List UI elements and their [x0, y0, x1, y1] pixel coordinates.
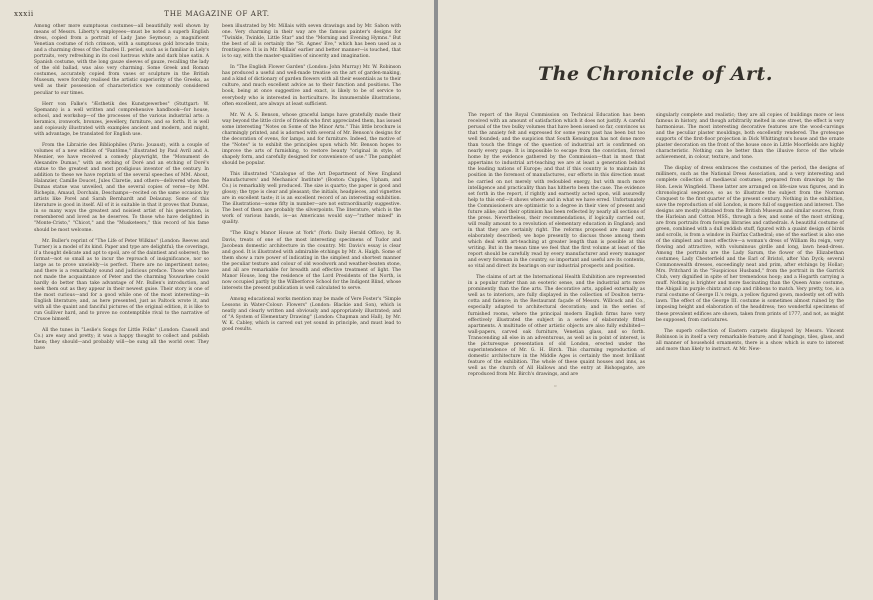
paragraph: All the tunes in "Leslie's Songs for Little Folks" (London: Cassell and Co.) are easy and pretty; it was a happy thought to collect and publish them; they should—and probably will—be sung all the world over. They have: [34, 328, 209, 352]
running-title: THE MAGAZINE OF ART.: [164, 9, 270, 18]
paragraph: singularly complete and realistic; they are all copies of buildings more or less famous in history, and though arbitrarily melted in one street, the effect is very harmonious. The most interesting decorative features are the wood-carvings and the peculiar plaster mouldings, both excellently rendered. The grotesque supports of the first-floor projection in Dick Whittington's house and the ornate plaster decoration on the front of the house once in Little Moorfields are highly characteristic. Nothing can be better than the illusive force of the whole achievement, in colour, texture, and tone.: [656, 113, 844, 161]
paragraph: Mr. Buller's reprint of "The Life of Peter Wilkins" (London: Reeves and Turner) is a model of its kind. Paper and type are delightful; the coverings, if a thought delicate and apt to spoil, are of the daintiest and soberest; the format—not so small as to incur the reproach of insignificance, nor so large as to prove unwieldy—is perfect. There are no impertinent notes; and there is a remarkably sound and judicious preface. Those who have not made the acquaintance of Peter and the charming Youwarkee could hardly do better than take advantage of Mr. Bullen's introduction, and seek them out as they appear in their newest guise. Their story is one of the most curious—and for a good while one of the most interesting—in English literature; and, as here presented, just as Paltock wrote it, and with all the quaint and fanciful pictures of the original edition, it is like to run Gulliver hard, and to prove no contemptible rival to the narrative of Crusoe himself.: [34, 238, 209, 323]
right-page: [438, 0, 873, 600]
paragraph: In "The English Flower Garden" (London: John Murray) Mr. W. Robinson has produced a useful and well-made treatise on the art of garden-making, and a kind of dictionary of garden flowers with all their essentials as to their culture, and much excellent advice as to their function and positions. The book, being at once suggestive and exact, is likely to be of service to everybody who is interested in horticulture. Its innumerable illustrations, often excellent, are always at least sufficient.: [222, 65, 401, 107]
left-page: [0, 0, 434, 600]
paragraph: This illustrated "Catalogue of the Art Department of New England Manufacturers' and Mechanics' Institute" (Boston: Cupples, Upham, and Co.) is remarkably well produced. The size is quarto; the paper is good and glossy; the type is clear and pleasant; the initials, headpieces, and vignettes are in excellent taste; it is an excellent record of an interesting exhibition. The illustrations—some fifty in number—are not extraordinarily suggestive. The best of them are probably the silverpoints. The literature, which is the work of various hands, is—as Americans would say—"rather mixed" in quality.: [222, 172, 401, 226]
paragraph: The superb collection of Eastern carpets displayed by Messrs. Vincent Robinson is in itself a very remarkable feature; and if hangings, tiles, glass, and all manner of household ornaments, there is a show which is sure to interest and more than likely to instruct. At Mr. New-: [656, 328, 844, 352]
paragraph: The claims of art at the International Health Exhibition are represented in a popular rather than an esoteric sense, and the industrial arts more prominently than the fine arts. The decorative arts, applied externally as well as to interiors, are fully displayed in the collection of Doulton terra-cotta and faience; in the Restaurant façade of Messrs. Willcock and Co., especially adapted to architectural decoration; and in the series of furnished rooms, where the principal modern English firms have very effectively illustrated the subject in a series of elaborately fitted apartments. A multitude of other artistic objects are also fully exhibited—wall-papers, carved oak furniture, Venetian glass, and so forth. Transcending all else in an adventurous, as well as in point of interest, is the picturesque presentation of old London, erected under the superintendence of Mr. G. H. Birch. This charming reproduction of domestic architecture in the Middle Ages is certainly the most brilliant feature of the exhibition. The whole of these quaint houses and inns, as well as the church of All Hallows and the entry at Bishopsgate, are reproduced from Mr. Birch's drawings, and are: [468, 275, 645, 377]
left-column-b: [222, 24, 401, 338]
paragraph: From the Librairie des Bibliophiles (Paris: Jouaust), with a couple of volumes of a new edition of "Fantôme," illustrated by Paul Avril and A. Mesnier, we have received a comedy playwright, the "Monument de Alexandre Dumas," with an etching of Doré and an etching of Doré's statue to the greatest and most prodigious inventor of the century. In addition to these we have reprints of the several speeches of MM. About, Halanzier, Camille Doucet, Jules Claretie, and others—delivered when the Dumas statue was unveiled, and the several copies of verse—by MM. Richepin, Amaud, Dorchain, Deschamps—recited on the same occasion by artists like Porel and Sarah Bernhardt and Delaunay. Some of this literature is good in itself. All of it is suitable in that it proves that Dumas, in so many ways the greatest and noisiest artist of his generation, is remembered and loved as he deserves. To those who have delighted in "Monte-Cristo," "Chicot," and the "Musketeers," this record of his fame should be most welcome.: [34, 142, 209, 233]
running-head: [14, 9, 420, 18]
right-column-a: [468, 113, 645, 393]
right-column-b: [656, 113, 844, 358]
paragraph: Herr von Falke's "Æsthetik des Kunstgewerbes" (Stuttgart: W. Spemann) is a well written and comprehensive handbook—for house, school, and workshop—of the processes of the various industrial arts: a keramics, ironwork, bronzes, jewellery, furniture, and so forth. It is well and copiously illustrated with examples ancient and modern, and might, with advantage, be translated for English use.: [34, 101, 209, 137]
paragraph: Among educational works mention may be made of Vere Foster's "Simple Lessons in Water-Colour: Flowers" (London: Blackie and Son), which is neatly and clearly written and obviously and appropriately illustrated; and of "A System of Elementary Drawing" (London: Chapman and Hall), by Mr. W. K. Cabley, which is carved out yet sound in principle, and must lead to good results.: [222, 296, 401, 333]
paragraph: Among other more sumptuous costumes—all beautifully well shown by means of Messrs. Liberty's employees—must be noted a superb English dress, copied from a portrait of Lady Jane Seymour; a magnificent Venetian costume of rich crimson, with a sumptuous gold brocade train; and a charming dress of the Charles II. period, such as is familiar in Lely's portraits, very refreshing in its cool lustrous white and dark blue satin. A Spanish costume, with the long gauze sleeves of gauze, recalling the lady of the old ballad, was also very charming. Some Greek and Roman costumes, accurately copied from vases or sculpture in the British Museum, were forcibly realised the artistic superiority of the Greeks, as well as their possession of characteristics we commonly considered peculiar to our times.: [34, 24, 209, 96]
page-number: xxxii: [14, 9, 34, 18]
paragraph: been illustrated by Mr. Millais with seven drawings and by Mr. Sabon with one. Very charming in their way are the famous painter's designs for "Twinkle, Twinkle, Little Star" and the "Morning and Evening Hymns." But the best of all is certainly the "St. Agnes' Eve," which has been used as a frontispiece. It is in Mr. Millais' earlier and better manner—is touched, that is to say, with the master-qualities of sincerity and imagination.: [222, 24, 401, 60]
paragraph: The report of the Royal Commission on Technical Education has been received with an amount of satisfaction which it does not justify. A careful perusal of the two bulky volumes that have been issued so far, convinces us that the anxiety felt and expressed for some years past has been but too well founded; and the suspicion that South Kensington has not done more than touch the fringe of the question of industrial art is confirmed on nearly every page. It is impossible to escape from the conviction, forced home by the evidence gathered by the Commission—that in most that appertains to industrial art-teaching we are at least a generation behind the leading nations of Europe; and that if this country is to maintain its position in the foremost of manufactures, our efforts in this direction must be carried on not merely with redoubled energy, but with much more intelligence and practicality than has hitherto been the case. The evidence set forth in the report, if rightly and earnestly acted upon, will assuredly help to this end—it shows where and in what we have erred. Unfortunately the Commissioners are optimistic to a degree in their view of present and future alike; and their optimism has been reflected by nearly all sections of the press. Nevertheless, their recommendations, if logically carried out, will really amount to a revolution of elementary education in England; and in that they are certainly right. The reforms proposed are many and elaborately described; we hope presently to discuss those among them which deal with art-teaching at greater length than is possible at this writing. But in the mean time we feel that the first volume at least of the report should be carefully read by every manufacturer and every manager and every foreman in the country, so important and useful are its contents, so vital and direct its bearings on our industrial prospects and position.: [468, 113, 645, 270]
paragraph: Mr. W. A. S. Benson, whose graceful lamps have gratefully made their way beyond the little circle of friends who first appreciated them, has issued some interesting "Notes on Some of the Minor Arts." This little brochure is charmingly printed, and is adorned with several of Mr. Benson's designs for the decoration of ovens, for lamps, and for furniture. Indeed, the motive of the "Notes" is to exhibit the principles upon which Mr. Benson hopes to improve the arts of furnishing, to restore beauty "original in style, of shapely form, and carefully designed for convenience of use." The pamphlet should be popular.: [222, 112, 401, 166]
page-mark: c: [554, 383, 559, 389]
section-title: The Chronicle of Art.: [538, 63, 773, 85]
paragraph: "The King's Manor House at York" (York: Daily Herald Office), by R. Davis, treats of one of the most interesting specimens of Tudor and Jacobean domestic architecture in the country. Mr. Davis's essay is clear and good. It is illustrated with admirable etchings by Mr. A. Haigh. Some of them show a rare power of indicating in the simplest and shortest manner the peculiar texture and colour of old woodwork and weather-beaten stone, and all are remarkable for breadth and effective treatment of light. The Manor House, long the residence of the Lord Presidents of the North, is now occupied partly by the Wilberforce School for the Indigent Blind, whose interests the present publication is well calculated to serve.: [222, 231, 401, 291]
left-column-a: [34, 24, 209, 357]
paragraph: The display of dress embraces the costumes of the period, the designs of milliners, such as the National Dress Association, and a very interesting and complete collection of mediaeval costumes, prepared from drawings by the Hon. Lewis Wingfield. These latter are arranged on life-size wax figures, and in chronological sequence, so as to illustrate the subject from the Norman Conquest to the first quarter of the present century. Nothing in the exhibition, save the reproduction of old London, is more full of suggestion and interest. The designs are mostly obtained from the British Museum and similar sources, from the Harleian and Cotton MSS., through a few, and some of the most striking, are from portraits from foreign libraries and cathedrals. A beautiful costume of green, combined with a dull reddish stuff, figured with a quaint design of birds and scrolls, is from a window in Fairfax Cathedral; one of the earliest is also one of the simplest and most effective—a woman's dress of William Ru reign, very flowing and attractive, with voluminous girdle and long, lawn head-dress. Among the portraits are the Lady Sarum, the flower of the Elizabethan costumes; Lady Chesterfield and the Earl of Bristol, after Van Dyck; several Commonwealth dresses, exceedingly neat and prim, after etchings by Hollar; Mrs. Pritchard in the "Suspicious Husband," from the portrait in the Garrick Club, very dignified in spite of her tremendous hoop; and a Hogarth carrying a muff. Nothing is brighter and more fascinating than the Queen Anne costume, the Abigail in purple chintz and cap and ribbons to match. Very pretty, too, is a rural costume of George II.'s reign, a yellow figured gown, modestly set off with lawn. The effect of the George III. costume is sometimes almost ruined by the imposing height and elaboration of the headdress; two wonderful specimens of these prevalent edifices are shown, taken from prints of 1777, and not, as might be supposed, from caricatures.: [656, 166, 844, 323]
